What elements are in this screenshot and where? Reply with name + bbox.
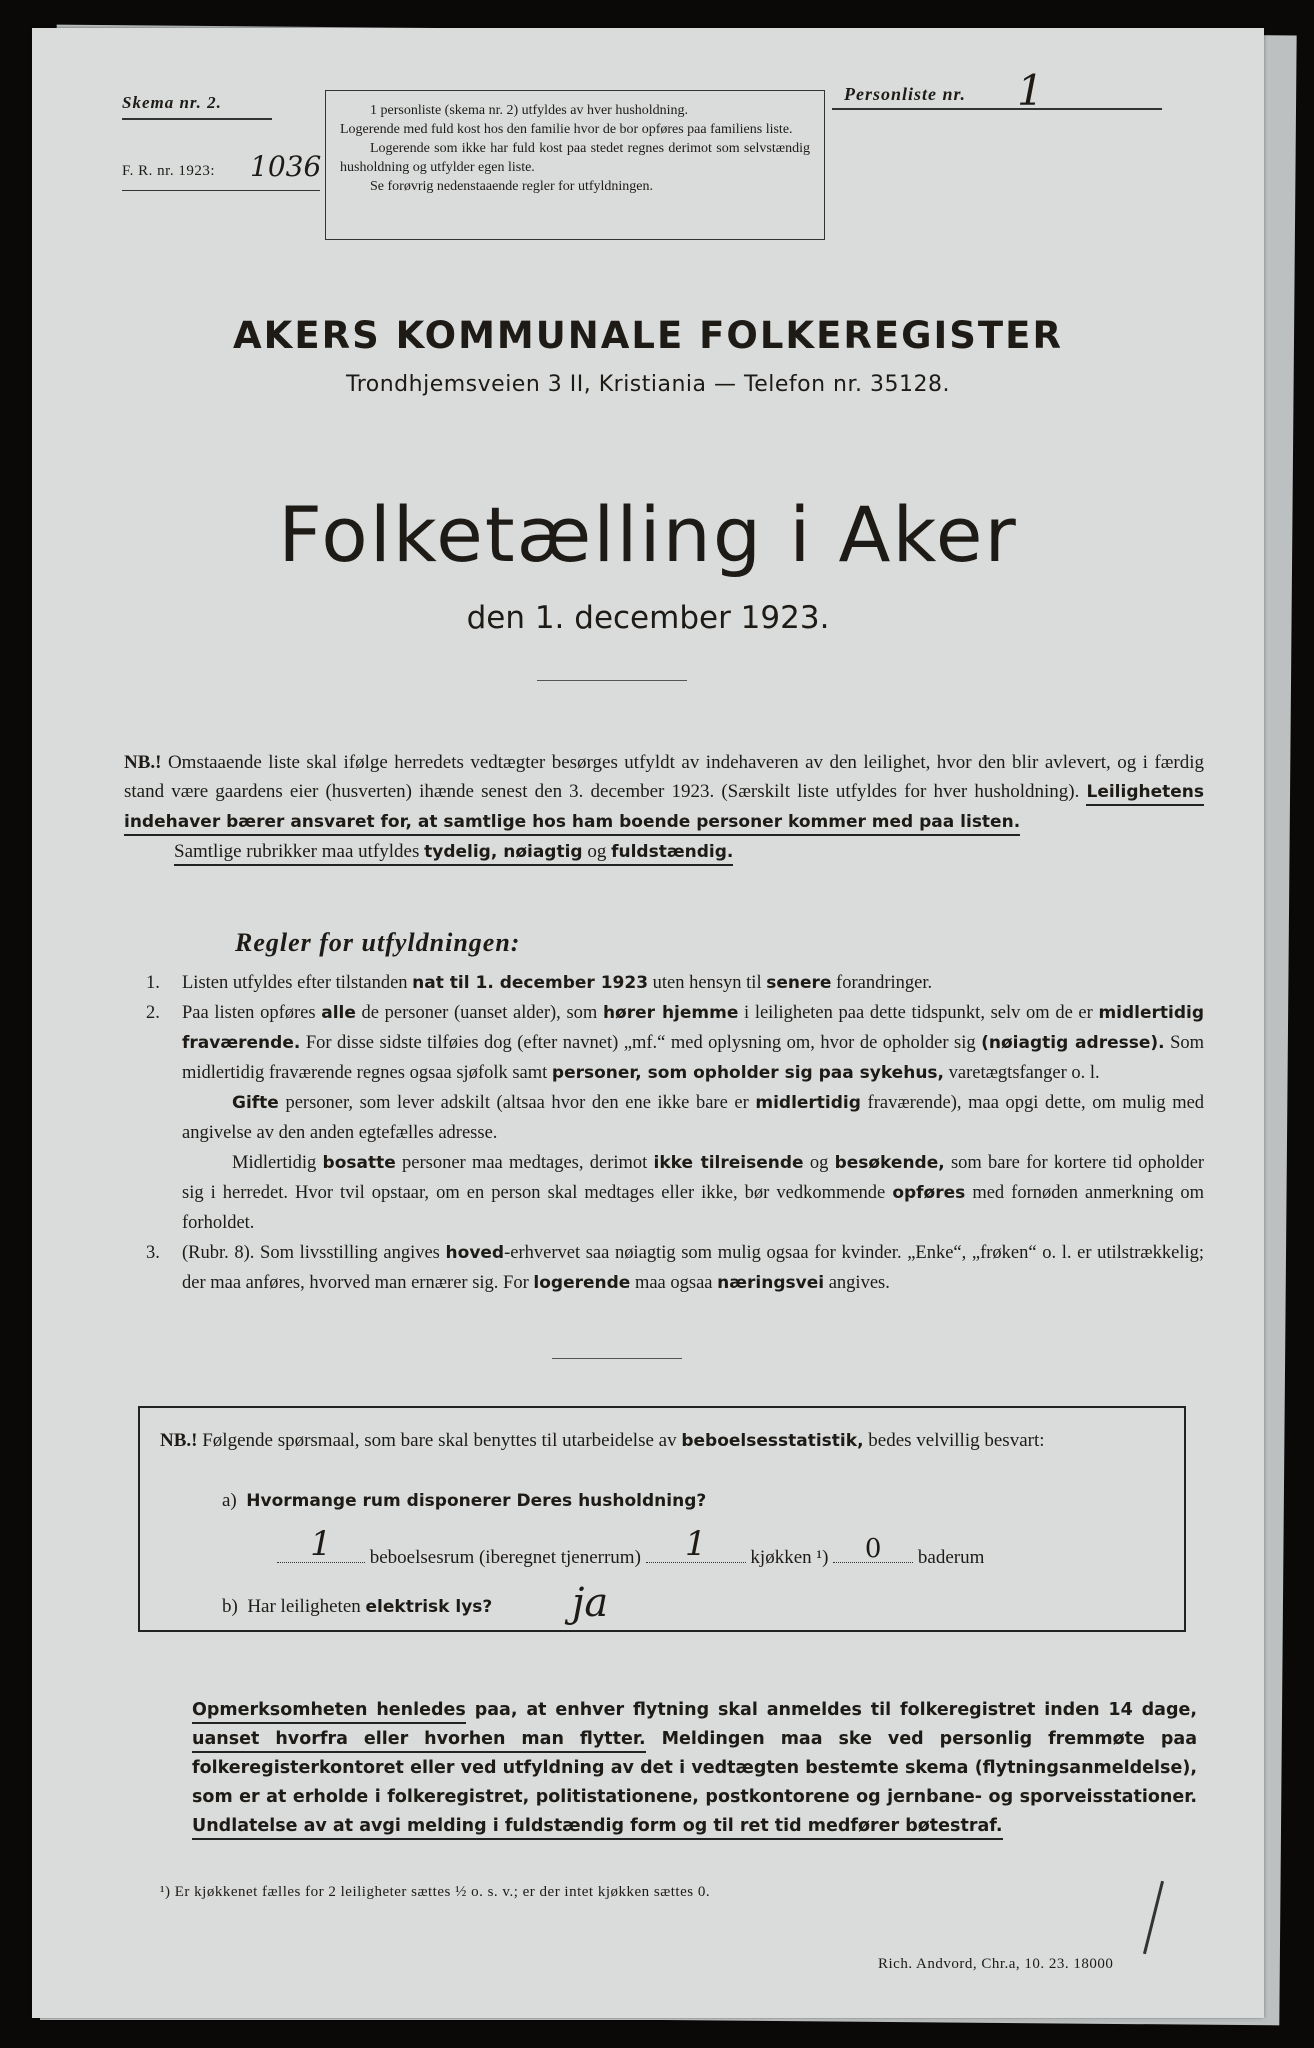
rule-2-e: i leiligheten paa dette tidspunkt, selv om de er <box>744 1003 1093 1023</box>
question-b-prefix: b) <box>222 1596 238 1617</box>
question-a-text: Hvormange rum disponerer Deres husholdning? <box>246 1491 707 1511</box>
rule-2p3-h: opføres <box>892 1183 966 1203</box>
rules-heading: Regler for utfyldningen: <box>235 928 521 957</box>
question-b-b: elektrisk lys? <box>365 1597 493 1617</box>
printer-imprint: Rich. Andvord, Chr.a, 10. 23. 18000 <box>878 1956 1114 1972</box>
rule-2-i: Som midlertidig fraværende regnes ogsaa sjøfolk samt <box>182 1033 1205 1083</box>
rule-3-f: næringsvei <box>717 1273 825 1293</box>
fr-number-handwritten[interactable]: 1036 <box>250 150 322 183</box>
rule-2-f: midlertidig fraværende. <box>182 1003 1205 1053</box>
rule-2p3-b: bosatte <box>322 1153 396 1173</box>
rule-2-h: (nøiagtig adresse). <box>981 1033 1165 1053</box>
rooms-answer-row <box>277 1524 985 1569</box>
rule-2-g: For disse sidste tilføies dog (efter navnet) „mf.“ med oplysning om, hvor de opholder sig <box>305 1033 976 1053</box>
rule-3-c: -erhvervet saa nøiagtig som mulig ogsaa for kvinder. „Enke“, „frøken“ o. l. er utilstrækkelig; der maa anføres, hvorved man ernærer sig. For <box>182 1243 1205 1293</box>
nb1-text-c <box>174 841 733 866</box>
rule-2p2-b: personer, som lever adskilt (altsaa hvor den ene ikke bare er <box>285 1093 749 1113</box>
pen-stroke-mark <box>1143 1881 1164 1954</box>
nb1-text: Omstaaende liste skal ifølge herredets vedtægter besørges utfyldt av indehaveren av den leilighet, hvor den blir avlevert, og i færdig stand være gaardens eier (husverten) ihænde senest den 3. december 1923. (Særskilt liste utfyldes for hver husholdning). <box>124 752 1204 802</box>
rule-1-b: nat til 1. december 1923 <box>412 973 649 993</box>
fr-label: F. R. nr. 1923: <box>122 163 215 179</box>
question-b <box>222 1596 492 1618</box>
nb1-text-c-pre: Samtlige rubrikker maa utfyldes <box>174 841 420 862</box>
instruction-line-4: Se forøvrig nedenstaaende regler for utfyldningen. <box>370 179 654 194</box>
rule-3-d: logerende <box>533 1273 631 1293</box>
notice-text-b: uanset hvorfra eller hvorhen man flytter. <box>192 1729 646 1753</box>
kjokken-field[interactable] <box>646 1524 746 1564</box>
rule-2p3-a: Midlertidig <box>232 1153 317 1173</box>
nb-notice-2 <box>160 1426 1170 1456</box>
nb2-intro-a: Følgende spørsmaal, som bare skal benyttes til utarbeidelse av <box>202 1430 677 1451</box>
rule-2p3-c: personer maa medtages, derimot <box>402 1153 648 1173</box>
instructions-box <box>325 90 825 240</box>
instruction-line-1: 1 personliste (skema nr. 2) utfyldes av hver husholdning. <box>370 103 689 118</box>
rules-list <box>146 968 1204 1298</box>
rule-3-number: 3. <box>146 1243 160 1263</box>
rule-1-c: uten hensyn til <box>652 973 762 993</box>
rule-2-d: hører hjemme <box>602 1003 739 1023</box>
nb1-responsibility: Leilighetens indehaver bærer ansvaret for, at samtlige hos ham boende personer kommer med paa listen. <box>124 782 1204 836</box>
beboelsesrum-field[interactable] <box>277 1524 365 1564</box>
census-form-page <box>32 28 1264 2018</box>
nb2-intro-c: bedes velvillig besvart: <box>868 1430 1045 1451</box>
rule-2p3-g: som bare for kortere tid opholder sig i herredet. Hvor tvil opstaar, om en person skal medtages eller ikke, bør vedkommende <box>182 1153 1205 1203</box>
moving-notice <box>192 1696 1197 1841</box>
rule-2p3-f: besøkende, <box>834 1153 945 1173</box>
rule-1 <box>146 968 1204 998</box>
rule-2-c: de personer (uanset alder), som <box>361 1003 598 1023</box>
rule-1-a: Listen utfyldes efter tilstanden <box>182 973 408 993</box>
rule-3-b: hoved <box>445 1243 505 1263</box>
rule-3-g: angives. <box>828 1273 890 1293</box>
rule-2p3-e: og <box>809 1153 829 1173</box>
rule-2-number: 2. <box>146 1003 160 1023</box>
kjokken-value: 1 <box>684 1524 707 1564</box>
rule-2p2-c: midlertidig <box>755 1093 861 1113</box>
rule-2-k: varetægtsfanger o. l. <box>948 1063 1100 1083</box>
rule-2-para-3 <box>182 1148 1204 1238</box>
notice-text-c: Meldingen maa ske ved personlig fremmøte paa folkeregisterkontoret eller ved utfyldning av det i vedtægten bestemte skema (flytningsanmeldelse), som er at erholde i folkeregistret, politistationene, postkontorene og jernbane- og sporveisstationer. <box>192 1729 1198 1807</box>
kjokken-label: kjøkken ¹) <box>750 1547 829 1568</box>
nb1-text-c-mid: og <box>587 841 607 862</box>
divider-middle <box>552 1358 682 1359</box>
personliste-label: Personliste nr. <box>844 84 967 104</box>
nb2-label: NB.! <box>160 1430 198 1451</box>
baderum-value: 0 <box>864 1534 882 1564</box>
question-b-a: Har leiligheten <box>247 1596 361 1617</box>
census-date: den 1. december 1923. <box>466 600 830 636</box>
nb1-text-c-b2: fuldstændig. <box>611 842 734 862</box>
notice-text-a: paa, at enhver flytning skal anmeldes til folkeregistret inden 14 dage, <box>474 1700 1198 1720</box>
skema-rule <box>122 118 272 120</box>
fr-rule <box>122 190 320 191</box>
rule-1-number: 1. <box>146 973 160 993</box>
electric-light-answer-handwritten[interactable]: ja <box>572 1580 609 1626</box>
rule-2-b: alle <box>321 1003 356 1023</box>
nb1-text-c-b1: tydelig, nøiagtig <box>424 842 583 862</box>
rule-2p2-d: fraværende), maa opgi dette, om mulig med angivelse av den anden egtefælles adresse. <box>182 1093 1205 1143</box>
footnote: ¹) Er kjøkkenet fælles for 2 leiligheter sættes ½ o. s. v.; er der intet kjøkken sættes 0. <box>160 1884 711 1900</box>
rule-2-para-2 <box>182 1088 1204 1148</box>
rule-3-e: maa ogsaa <box>634 1273 713 1293</box>
rule-2 <box>146 998 1204 1238</box>
rule-2p3-i: med fornøden anmerkning om forholdet. <box>182 1183 1205 1233</box>
nb1-line-c <box>124 841 733 862</box>
rule-1-e: forandringer. <box>836 973 933 993</box>
divider-top <box>537 680 687 681</box>
question-a <box>222 1490 706 1512</box>
notice-text-d: Undlatelse av at avgi melding i fuldstændig form og til ret tid medfører bøtestraf. <box>192 1816 1003 1840</box>
personliste-number-handwritten[interactable]: 1 <box>1017 66 1044 115</box>
skema-label: Skema nr. 2. <box>122 93 222 112</box>
nb-notice-1 <box>124 748 1204 867</box>
rule-1-d: senere <box>766 973 832 993</box>
rule-2p3-d: ikke tilreisende <box>653 1153 804 1173</box>
instruction-line-2: Logerende med fuld kost hos den familie hvor de bor opføres paa familiens liste. <box>340 122 793 137</box>
baderum-label: baderum <box>917 1547 985 1568</box>
nb2-intro-b: beboelsesstatistik, <box>681 1431 864 1451</box>
rule-2p2-a: Gifte <box>232 1093 279 1113</box>
question-a-prefix: a) <box>222 1490 237 1511</box>
baderum-field[interactable] <box>833 1534 913 1564</box>
nb1-label: NB.! <box>124 752 162 773</box>
instruction-line-3: Logerende som ikke har fuld kost paa stedet regnes derimot som selvstændig husholdning og utfylder egen liste. <box>340 141 810 175</box>
beboelsesrum-label: beboelsesrum (iberegnet tjenerrum) <box>369 1547 641 1568</box>
notice-lead: Opmerksomheten henledes <box>192 1700 466 1724</box>
rule-3-a: (Rubr. 8). Som livsstilling angives <box>182 1243 440 1263</box>
office-address: Trondhjemsveien 3 II, Kristiania — Telefon nr. 35128. <box>346 372 950 397</box>
beboelsesrum-value: 1 <box>310 1524 332 1564</box>
rule-3 <box>146 1238 1204 1298</box>
personliste-rule <box>832 108 1162 110</box>
page-title: Folketælling i Aker <box>278 490 1018 579</box>
office-name: AKERS KOMMUNALE FOLKEREGISTER <box>233 314 1063 357</box>
rule-2-j: personer, som opholder sig paa sykehus, <box>551 1063 944 1083</box>
rule-2-a: Paa listen opføres <box>182 1003 316 1023</box>
